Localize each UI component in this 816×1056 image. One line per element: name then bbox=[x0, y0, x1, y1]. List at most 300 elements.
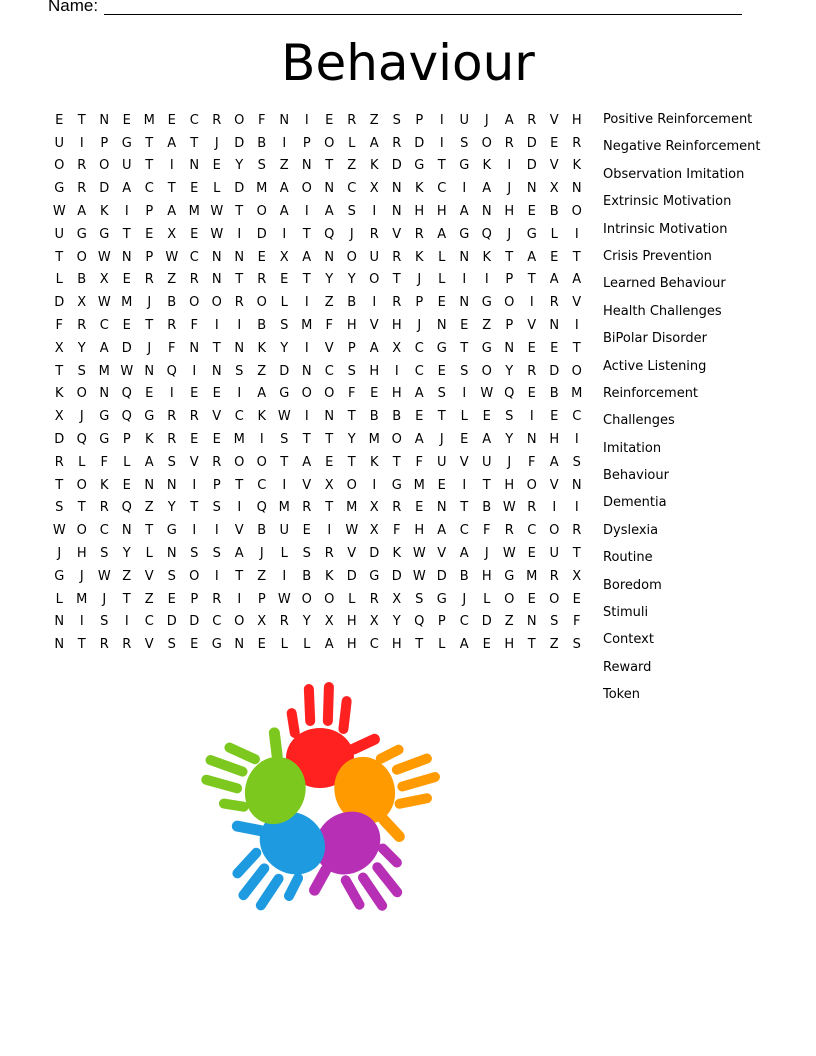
grid-letter[interactable]: K bbox=[99, 204, 109, 220]
grid-letter[interactable]: T bbox=[347, 454, 356, 470]
grid-letter[interactable]: R bbox=[392, 249, 402, 265]
grid-letter[interactable]: K bbox=[257, 409, 267, 425]
grid-letter[interactable]: P bbox=[100, 135, 109, 151]
grid-letter[interactable]: N bbox=[121, 249, 132, 265]
grid-letter[interactable]: T bbox=[55, 363, 64, 379]
grid-letter[interactable]: N bbox=[436, 318, 447, 334]
grid-letter[interactable]: J bbox=[147, 340, 152, 356]
grid-letter[interactable]: U bbox=[279, 523, 289, 539]
grid-letter[interactable]: A bbox=[234, 546, 244, 562]
grid-letter[interactable]: O bbox=[301, 181, 312, 197]
grid-letter[interactable]: C bbox=[144, 181, 154, 197]
grid-letter[interactable]: E bbox=[437, 295, 446, 311]
grid-letter[interactable]: T bbox=[190, 500, 199, 516]
grid-letter[interactable]: I bbox=[259, 432, 264, 448]
grid-letter[interactable]: A bbox=[167, 135, 177, 151]
grid-letter[interactable]: A bbox=[279, 181, 289, 197]
grid-letter[interactable]: T bbox=[482, 477, 491, 493]
grid-letter[interactable]: R bbox=[369, 226, 379, 242]
grid-letter[interactable]: R bbox=[167, 318, 177, 334]
grid-letter[interactable]: V bbox=[324, 340, 334, 356]
grid-letter[interactable]: A bbox=[459, 637, 469, 653]
grid-letter[interactable]: I bbox=[372, 477, 377, 493]
grid-letter[interactable]: E bbox=[572, 591, 581, 607]
grid-letter[interactable]: T bbox=[527, 637, 536, 653]
grid-letter[interactable]: R bbox=[549, 295, 559, 311]
grid-letter[interactable]: I bbox=[214, 523, 219, 539]
grid-letter[interactable]: F bbox=[168, 340, 176, 356]
grid-letter[interactable]: J bbox=[439, 432, 444, 448]
grid-letter[interactable]: E bbox=[122, 318, 131, 334]
grid-letter[interactable]: Y bbox=[505, 363, 514, 379]
grid-letter[interactable]: P bbox=[212, 477, 221, 493]
grid-letter[interactable]: J bbox=[79, 409, 84, 425]
grid-letter[interactable]: H bbox=[391, 318, 402, 334]
grid-letter[interactable]: R bbox=[324, 546, 334, 562]
grid-letter[interactable]: O bbox=[324, 591, 335, 607]
grid-letter[interactable]: E bbox=[437, 477, 446, 493]
grid-letter[interactable]: H bbox=[346, 637, 357, 653]
grid-letter[interactable]: V bbox=[189, 454, 199, 470]
grid-letter[interactable]: D bbox=[369, 546, 380, 562]
grid-letter[interactable]: T bbox=[77, 637, 86, 653]
grid-letter[interactable]: E bbox=[550, 340, 559, 356]
grid-letter[interactable]: T bbox=[415, 637, 424, 653]
grid-letter[interactable]: M bbox=[278, 500, 290, 516]
grid-letter[interactable]: R bbox=[347, 112, 357, 128]
grid-letter[interactable]: B bbox=[167, 295, 177, 311]
grid-letter[interactable]: S bbox=[415, 591, 424, 607]
grid-letter[interactable]: J bbox=[507, 454, 512, 470]
grid-letter[interactable]: P bbox=[302, 135, 311, 151]
grid-letter[interactable]: D bbox=[391, 568, 402, 584]
grid-letter[interactable]: C bbox=[189, 249, 199, 265]
grid-letter[interactable]: R bbox=[572, 523, 582, 539]
grid-letter[interactable]: N bbox=[234, 249, 245, 265]
grid-letter[interactable]: A bbox=[369, 340, 379, 356]
grid-letter[interactable]: N bbox=[436, 500, 447, 516]
grid-letter[interactable]: T bbox=[235, 204, 244, 220]
grid-letter[interactable]: T bbox=[122, 591, 131, 607]
grid-letter[interactable]: Q bbox=[481, 226, 492, 242]
grid-letter[interactable]: I bbox=[169, 158, 174, 174]
grid-letter[interactable]: N bbox=[481, 204, 492, 220]
grid-letter[interactable]: L bbox=[348, 591, 356, 607]
grid-letter[interactable]: J bbox=[484, 112, 489, 128]
grid-letter[interactable]: L bbox=[55, 272, 63, 288]
grid-letter[interactable]: E bbox=[122, 272, 131, 288]
grid-letter[interactable]: R bbox=[392, 295, 402, 311]
grid-letter[interactable]: Z bbox=[144, 500, 154, 516]
grid-letter[interactable]: O bbox=[571, 204, 582, 220]
grid-letter[interactable]: N bbox=[571, 477, 582, 493]
grid-letter[interactable]: B bbox=[482, 500, 492, 516]
grid-letter[interactable]: N bbox=[391, 181, 402, 197]
grid-letter[interactable]: N bbox=[99, 386, 110, 402]
grid-letter[interactable]: A bbox=[99, 340, 109, 356]
grid-letter[interactable]: W bbox=[165, 249, 179, 265]
grid-letter[interactable]: H bbox=[481, 568, 492, 584]
grid-letter[interactable]: M bbox=[301, 318, 313, 334]
grid-letter[interactable]: W bbox=[277, 591, 291, 607]
grid-letter[interactable]: I bbox=[574, 226, 579, 242]
grid-letter[interactable]: Q bbox=[324, 226, 335, 242]
grid-letter[interactable]: G bbox=[99, 432, 110, 448]
grid-letter[interactable]: V bbox=[549, 112, 559, 128]
grid-letter[interactable]: T bbox=[167, 181, 176, 197]
grid-letter[interactable]: S bbox=[572, 637, 581, 653]
grid-letter[interactable]: G bbox=[459, 158, 470, 174]
grid-letter[interactable]: R bbox=[414, 226, 424, 242]
grid-letter[interactable]: A bbox=[302, 454, 312, 470]
grid-letter[interactable]: T bbox=[325, 432, 334, 448]
grid-letter[interactable]: V bbox=[549, 477, 559, 493]
grid-letter[interactable]: P bbox=[190, 591, 199, 607]
grid-letter[interactable]: T bbox=[235, 477, 244, 493]
grid-letter[interactable]: B bbox=[369, 409, 379, 425]
grid-letter[interactable]: T bbox=[572, 340, 581, 356]
grid-letter[interactable]: Y bbox=[347, 272, 356, 288]
grid-letter[interactable]: A bbox=[549, 454, 559, 470]
grid-letter[interactable]: L bbox=[145, 546, 153, 562]
grid-letter[interactable]: A bbox=[504, 112, 514, 128]
grid-letter[interactable]: R bbox=[527, 363, 537, 379]
grid-letter[interactable]: O bbox=[549, 591, 560, 607]
grid-letter[interactable]: R bbox=[392, 500, 402, 516]
grid-letter[interactable]: V bbox=[347, 546, 357, 562]
grid-letter[interactable]: K bbox=[324, 568, 334, 584]
grid-letter[interactable]: T bbox=[145, 318, 154, 334]
grid-letter[interactable]: I bbox=[304, 204, 309, 220]
grid-letter[interactable]: T bbox=[505, 249, 514, 265]
grid-letter[interactable]: E bbox=[167, 112, 176, 128]
grid-letter[interactable]: E bbox=[55, 112, 64, 128]
grid-letter[interactable]: T bbox=[145, 135, 154, 151]
grid-letter[interactable]: O bbox=[301, 386, 312, 402]
grid-letter[interactable]: P bbox=[145, 204, 154, 220]
grid-letter[interactable]: F bbox=[415, 454, 423, 470]
grid-letter[interactable]: P bbox=[415, 112, 424, 128]
grid-letter[interactable]: I bbox=[394, 363, 399, 379]
grid-letter[interactable]: W bbox=[502, 546, 516, 562]
grid-letter[interactable]: O bbox=[256, 204, 267, 220]
grid-letter[interactable]: C bbox=[369, 637, 379, 653]
grid-letter[interactable]: A bbox=[437, 226, 447, 242]
grid-letter[interactable]: J bbox=[507, 226, 512, 242]
grid-letter[interactable]: Y bbox=[167, 500, 176, 516]
grid-letter[interactable]: D bbox=[279, 363, 290, 379]
grid-letter[interactable]: M bbox=[526, 568, 538, 584]
grid-letter[interactable]: T bbox=[572, 249, 581, 265]
grid-letter[interactable]: E bbox=[280, 272, 289, 288]
grid-letter[interactable]: Z bbox=[122, 568, 132, 584]
grid-letter[interactable]: N bbox=[391, 204, 402, 220]
grid-letter[interactable]: B bbox=[459, 568, 469, 584]
grid-letter[interactable]: X bbox=[167, 226, 177, 242]
grid-letter[interactable]: G bbox=[211, 637, 222, 653]
grid-letter[interactable]: I bbox=[327, 523, 332, 539]
grid-letter[interactable]: D bbox=[436, 568, 447, 584]
grid-letter[interactable]: Z bbox=[324, 295, 334, 311]
grid-letter[interactable]: V bbox=[302, 477, 312, 493]
grid-letter[interactable]: Y bbox=[325, 272, 334, 288]
grid-letter[interactable]: I bbox=[237, 591, 242, 607]
grid-letter[interactable]: J bbox=[507, 181, 512, 197]
grid-letter[interactable]: G bbox=[391, 477, 402, 493]
grid-letter[interactable]: C bbox=[572, 409, 582, 425]
grid-letter[interactable]: K bbox=[99, 477, 109, 493]
grid-letter[interactable]: V bbox=[527, 318, 537, 334]
grid-letter[interactable]: O bbox=[234, 454, 245, 470]
grid-letter[interactable]: K bbox=[257, 340, 267, 356]
grid-letter[interactable]: I bbox=[507, 158, 512, 174]
grid-letter[interactable]: E bbox=[190, 226, 199, 242]
grid-letter[interactable]: G bbox=[436, 340, 447, 356]
grid-letter[interactable]: J bbox=[147, 295, 152, 311]
grid-letter[interactable]: O bbox=[234, 614, 245, 630]
grid-letter[interactable]: R bbox=[257, 272, 267, 288]
grid-letter[interactable]: A bbox=[572, 272, 582, 288]
grid-letter[interactable]: M bbox=[368, 432, 380, 448]
grid-letter[interactable]: E bbox=[527, 546, 536, 562]
grid-letter[interactable]: H bbox=[369, 363, 380, 379]
grid-letter[interactable]: A bbox=[549, 272, 559, 288]
grid-letter[interactable]: R bbox=[189, 409, 199, 425]
grid-letter[interactable]: V bbox=[144, 637, 154, 653]
grid-letter[interactable]: B bbox=[257, 135, 267, 151]
grid-letter[interactable]: B bbox=[302, 568, 312, 584]
grid-letter[interactable]: E bbox=[550, 409, 559, 425]
grid-letter[interactable]: N bbox=[144, 363, 155, 379]
grid-letter[interactable]: V bbox=[144, 568, 154, 584]
grid-letter[interactable]: I bbox=[574, 318, 579, 334]
grid-letter[interactable]: X bbox=[369, 523, 379, 539]
grid-letter[interactable]: R bbox=[212, 454, 222, 470]
grid-letter[interactable]: A bbox=[459, 204, 469, 220]
grid-letter[interactable]: N bbox=[279, 112, 290, 128]
grid-letter[interactable]: I bbox=[282, 135, 287, 151]
grid-letter[interactable]: M bbox=[143, 112, 155, 128]
grid-letter[interactable]: D bbox=[481, 614, 492, 630]
grid-letter[interactable]: I bbox=[304, 112, 309, 128]
grid-letter[interactable]: N bbox=[459, 295, 470, 311]
grid-letter[interactable]: J bbox=[484, 546, 489, 562]
grid-letter[interactable]: X bbox=[549, 181, 559, 197]
grid-letter[interactable]: D bbox=[54, 432, 65, 448]
grid-letter[interactable]: R bbox=[77, 181, 87, 197]
grid-letter[interactable]: C bbox=[414, 340, 424, 356]
grid-letter[interactable]: E bbox=[460, 318, 469, 334]
grid-letter[interactable]: V bbox=[437, 546, 447, 562]
grid-letter[interactable]: N bbox=[324, 181, 335, 197]
grid-letter[interactable]: L bbox=[550, 226, 558, 242]
grid-letter[interactable]: G bbox=[76, 226, 87, 242]
grid-letter[interactable]: L bbox=[460, 409, 468, 425]
grid-letter[interactable]: Q bbox=[76, 432, 87, 448]
grid-letter[interactable]: I bbox=[169, 386, 174, 402]
grid-letter[interactable]: R bbox=[99, 500, 109, 516]
grid-letter[interactable]: O bbox=[76, 523, 87, 539]
grid-letter[interactable]: N bbox=[54, 637, 65, 653]
grid-letter[interactable]: F bbox=[190, 318, 198, 334]
grid-letter[interactable]: C bbox=[414, 363, 424, 379]
grid-letter[interactable]: O bbox=[504, 295, 515, 311]
grid-letter[interactable]: Z bbox=[347, 158, 357, 174]
grid-letter[interactable]: R bbox=[189, 272, 199, 288]
grid-letter[interactable]: D bbox=[54, 295, 65, 311]
grid-letter[interactable]: W bbox=[210, 204, 224, 220]
grid-letter[interactable]: I bbox=[372, 295, 377, 311]
grid-letter[interactable]: W bbox=[502, 500, 516, 516]
grid-letter[interactable]: F bbox=[325, 318, 333, 334]
grid-letter[interactable]: R bbox=[77, 158, 87, 174]
grid-letter[interactable]: Q bbox=[121, 409, 132, 425]
grid-letter[interactable]: G bbox=[99, 226, 110, 242]
grid-letter[interactable]: B bbox=[347, 295, 357, 311]
grid-letter[interactable]: A bbox=[414, 386, 424, 402]
grid-letter[interactable]: L bbox=[280, 546, 288, 562]
grid-letter[interactable]: R bbox=[99, 637, 109, 653]
grid-letter[interactable]: R bbox=[234, 295, 244, 311]
grid-letter[interactable]: E bbox=[415, 409, 424, 425]
grid-letter[interactable]: F bbox=[100, 454, 108, 470]
grid-letter[interactable]: O bbox=[481, 363, 492, 379]
grid-letter[interactable]: W bbox=[52, 204, 66, 220]
grid-letter[interactable]: N bbox=[324, 409, 335, 425]
grid-letter[interactable]: Q bbox=[504, 386, 515, 402]
grid-letter[interactable]: Z bbox=[257, 568, 267, 584]
grid-letter[interactable]: C bbox=[99, 318, 109, 334]
grid-letter[interactable]: E bbox=[370, 386, 379, 402]
grid-letter[interactable]: I bbox=[439, 112, 444, 128]
grid-letter[interactable]: M bbox=[571, 386, 583, 402]
grid-letter[interactable]: Y bbox=[302, 614, 311, 630]
grid-letter[interactable]: N bbox=[121, 523, 132, 539]
grid-letter[interactable]: I bbox=[439, 135, 444, 151]
grid-letter[interactable]: P bbox=[145, 249, 154, 265]
grid-letter[interactable]: M bbox=[98, 363, 110, 379]
grid-letter[interactable]: E bbox=[437, 363, 446, 379]
grid-letter[interactable]: L bbox=[438, 249, 446, 265]
grid-letter[interactable]: I bbox=[574, 500, 579, 516]
grid-letter[interactable]: N bbox=[211, 272, 222, 288]
grid-letter[interactable]: I bbox=[304, 409, 309, 425]
grid-letter[interactable]: G bbox=[414, 158, 425, 174]
grid-letter[interactable]: O bbox=[211, 295, 222, 311]
grid-letter[interactable]: R bbox=[167, 409, 177, 425]
grid-letter[interactable]: T bbox=[325, 500, 334, 516]
grid-letter[interactable]: O bbox=[234, 112, 245, 128]
grid-letter[interactable]: V bbox=[392, 226, 402, 242]
grid-letter[interactable]: G bbox=[436, 591, 447, 607]
grid-letter[interactable]: I bbox=[372, 204, 377, 220]
grid-letter[interactable]: G bbox=[144, 409, 155, 425]
grid-letter[interactable]: E bbox=[122, 477, 131, 493]
grid-letter[interactable]: S bbox=[257, 158, 266, 174]
grid-letter[interactable]: I bbox=[124, 614, 129, 630]
grid-letter[interactable]: I bbox=[192, 477, 197, 493]
grid-letter[interactable]: D bbox=[526, 135, 537, 151]
grid-letter[interactable]: A bbox=[324, 204, 334, 220]
grid-letter[interactable]: S bbox=[167, 454, 176, 470]
grid-letter[interactable]: T bbox=[212, 340, 221, 356]
grid-letter[interactable]: Q bbox=[166, 363, 177, 379]
grid-letter[interactable]: M bbox=[256, 181, 268, 197]
grid-letter[interactable]: R bbox=[504, 135, 514, 151]
grid-letter[interactable]: J bbox=[417, 318, 422, 334]
grid-letter[interactable]: J bbox=[417, 272, 422, 288]
grid-letter[interactable]: X bbox=[369, 181, 379, 197]
grid-letter[interactable]: K bbox=[392, 546, 402, 562]
grid-letter[interactable]: E bbox=[212, 158, 221, 174]
grid-letter[interactable]: X bbox=[99, 272, 109, 288]
grid-letter[interactable]: F bbox=[55, 318, 63, 334]
grid-letter[interactable]: F bbox=[393, 523, 401, 539]
grid-letter[interactable]: H bbox=[346, 614, 357, 630]
grid-letter[interactable]: N bbox=[526, 614, 537, 630]
grid-letter[interactable]: Z bbox=[279, 158, 289, 174]
grid-letter[interactable]: A bbox=[279, 204, 289, 220]
grid-letter[interactable]: A bbox=[527, 249, 537, 265]
grid-letter[interactable]: N bbox=[549, 318, 560, 334]
grid-letter[interactable]: S bbox=[100, 546, 109, 562]
grid-letter[interactable]: S bbox=[55, 500, 64, 516]
grid-letter[interactable]: R bbox=[54, 454, 64, 470]
grid-letter[interactable]: P bbox=[415, 295, 424, 311]
grid-letter[interactable]: T bbox=[460, 340, 469, 356]
grid-letter[interactable]: B bbox=[77, 272, 87, 288]
grid-letter[interactable]: O bbox=[324, 386, 335, 402]
grid-letter[interactable]: T bbox=[572, 546, 581, 562]
grid-letter[interactable]: N bbox=[301, 158, 312, 174]
grid-letter[interactable]: Q bbox=[256, 500, 267, 516]
grid-letter[interactable]: C bbox=[527, 523, 537, 539]
grid-letter[interactable]: G bbox=[99, 409, 110, 425]
grid-letter[interactable]: X bbox=[77, 295, 87, 311]
grid-letter[interactable]: N bbox=[189, 158, 200, 174]
grid-letter[interactable]: F bbox=[258, 112, 266, 128]
word-search-grid[interactable] bbox=[48, 109, 588, 656]
grid-letter[interactable]: O bbox=[346, 249, 357, 265]
grid-letter[interactable]: A bbox=[122, 181, 132, 197]
grid-letter[interactable]: I bbox=[462, 386, 467, 402]
grid-letter[interactable]: H bbox=[76, 546, 87, 562]
grid-letter[interactable]: W bbox=[97, 249, 111, 265]
grid-letter[interactable]: T bbox=[190, 135, 199, 151]
grid-letter[interactable]: N bbox=[526, 432, 537, 448]
grid-letter[interactable]: T bbox=[347, 409, 356, 425]
grid-letter[interactable]: G bbox=[121, 135, 132, 151]
grid-letter[interactable]: G bbox=[279, 386, 290, 402]
grid-letter[interactable]: L bbox=[280, 637, 288, 653]
grid-letter[interactable]: T bbox=[302, 432, 311, 448]
grid-letter[interactable]: A bbox=[414, 432, 424, 448]
grid-letter[interactable]: A bbox=[482, 432, 492, 448]
grid-letter[interactable]: I bbox=[529, 409, 534, 425]
grid-letter[interactable]: R bbox=[549, 568, 559, 584]
grid-letter[interactable]: R bbox=[504, 523, 514, 539]
grid-letter[interactable]: R bbox=[279, 614, 289, 630]
grid-letter[interactable]: N bbox=[459, 249, 470, 265]
grid-letter[interactable]: N bbox=[211, 363, 222, 379]
grid-letter[interactable]: G bbox=[54, 181, 65, 197]
grid-letter[interactable]: T bbox=[55, 477, 64, 493]
grid-letter[interactable]: Z bbox=[369, 112, 379, 128]
grid-letter[interactable]: C bbox=[99, 523, 109, 539]
grid-letter[interactable]: G bbox=[459, 226, 470, 242]
grid-letter[interactable]: N bbox=[211, 249, 222, 265]
grid-letter[interactable]: W bbox=[52, 523, 66, 539]
